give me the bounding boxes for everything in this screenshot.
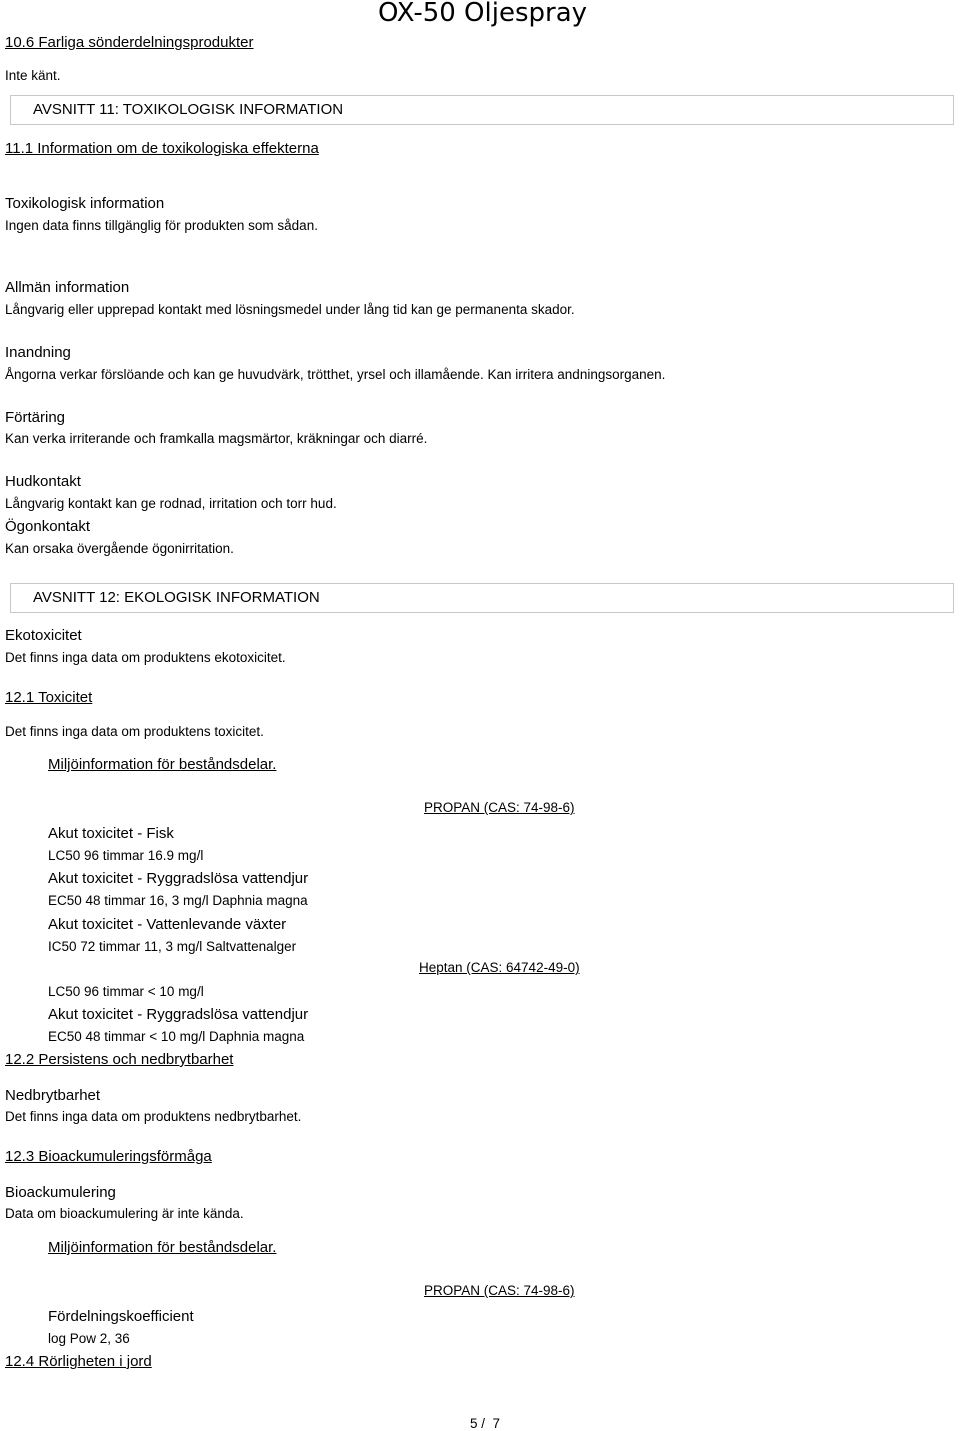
inhalation-text: Ångorna verkar förslöande och kan ge huvudvärk, trötthet, yrsel och illamående. Kan irritera andningsorganen. — [5, 367, 666, 382]
env-info-heading-2: Miljöinformation för beståndsdelar. — [48, 1239, 277, 1256]
heptan-invertebrate-heading: Akut toxicitet - Ryggradslösa vattendjur — [48, 1006, 309, 1023]
heptan-fish-value: LC50 96 timmar < 10 mg/l — [48, 984, 204, 999]
toxicity-text: Det finns inga data om produktens toxicitet. — [5, 724, 264, 739]
fish-value: LC50 96 timmar 16.9 mg/l — [48, 848, 204, 863]
partition-heading: Fördelningskoefficient — [48, 1308, 194, 1325]
ingestion-text: Kan verka irriterande och framkalla magsmärtor, kräkningar och diarré. — [5, 431, 428, 446]
bioaccumulation-heading: Bioackumulering — [5, 1184, 116, 1201]
section-12-title: AVSNITT 12: EKOLOGISK INFORMATION — [33, 589, 320, 606]
eye-text: Kan orsaka övergående ögonirritation. — [5, 541, 234, 556]
skin-text: Långvarig kontakt kan ge rodnad, irritation och torr hud. — [5, 496, 337, 511]
heading-10-6: 10.6 Farliga sönderdelningsprodukter — [5, 34, 254, 51]
heading-11-1: 11.1 Information om de toxikologiska effekterna — [5, 140, 319, 157]
heading-12-3: 12.3 Bioackumuleringsförmåga — [5, 1148, 212, 1165]
general-heading: Allmän information — [5, 279, 130, 296]
fish-heading: Akut toxicitet - Fisk — [48, 825, 174, 842]
section-12-bar — [10, 583, 954, 613]
propan-label-1: PROPAN (CAS: 74-98-6) — [424, 800, 575, 815]
heading-12-1: 12.1 Toxicitet — [5, 689, 93, 706]
heptan-invertebrate-value: EC50 48 timmar < 10 mg/l Daphnia magna — [48, 1029, 305, 1044]
general-text: Långvarig eller upprepad kontakt med lösningsmedel under lång tid kan ge permanenta skador. — [5, 302, 575, 317]
plants-value: IC50 72 timmar 11, 3 mg/l Saltvattenalger — [48, 939, 297, 954]
ingestion-heading: Förtäring — [5, 409, 66, 426]
ecotox-heading: Ekotoxicitet — [5, 627, 82, 644]
section-11-title: AVSNITT 11: TOXIKOLOGISK INFORMATION — [33, 101, 344, 118]
tox-info-heading: Toxikologisk information — [5, 195, 165, 212]
invertebrate-value: EC50 48 timmar 16, 3 mg/l Daphnia magna — [48, 893, 308, 908]
skin-heading: Hudkontakt — [5, 473, 81, 490]
degradability-text: Det finns inga data om produktens nedbrytbarhet. — [5, 1109, 302, 1124]
text-10-6: Inte känt. — [5, 68, 61, 83]
invertebrate-heading: Akut toxicitet - Ryggradslösa vattendjur — [48, 870, 309, 887]
tox-info-text: Ingen data finns tillgänglig för produkten som sådan. — [5, 218, 318, 233]
bioaccumulation-text: Data om bioackumulering är inte kända. — [5, 1206, 244, 1221]
degradability-heading: Nedbrytbarhet — [5, 1087, 101, 1104]
inhalation-heading: Inandning — [5, 344, 71, 361]
ecotox-text: Det finns inga data om produktens ekotoxicitet. — [5, 650, 286, 665]
document-title: OX-50 Oljespray — [378, 0, 588, 28]
plants-heading: Akut toxicitet - Vattenlevande växter — [48, 916, 287, 933]
heading-12-4: 12.4 Rörligheten i jord — [5, 1353, 152, 1370]
heading-12-2: 12.2 Persistens och nedbrytbarhet — [5, 1051, 234, 1068]
propan-label-2: PROPAN (CAS: 74-98-6) — [424, 1283, 575, 1298]
page-number: 5 / 7 — [470, 1416, 501, 1431]
partition-value: log Pow 2, 36 — [48, 1331, 130, 1346]
section-11-bar — [10, 95, 954, 125]
env-info-heading-1: Miljöinformation för beståndsdelar. — [48, 756, 277, 773]
eye-heading: Ögonkontakt — [5, 518, 91, 535]
heptan-label: Heptan (CAS: 64742-49-0) — [419, 960, 580, 975]
